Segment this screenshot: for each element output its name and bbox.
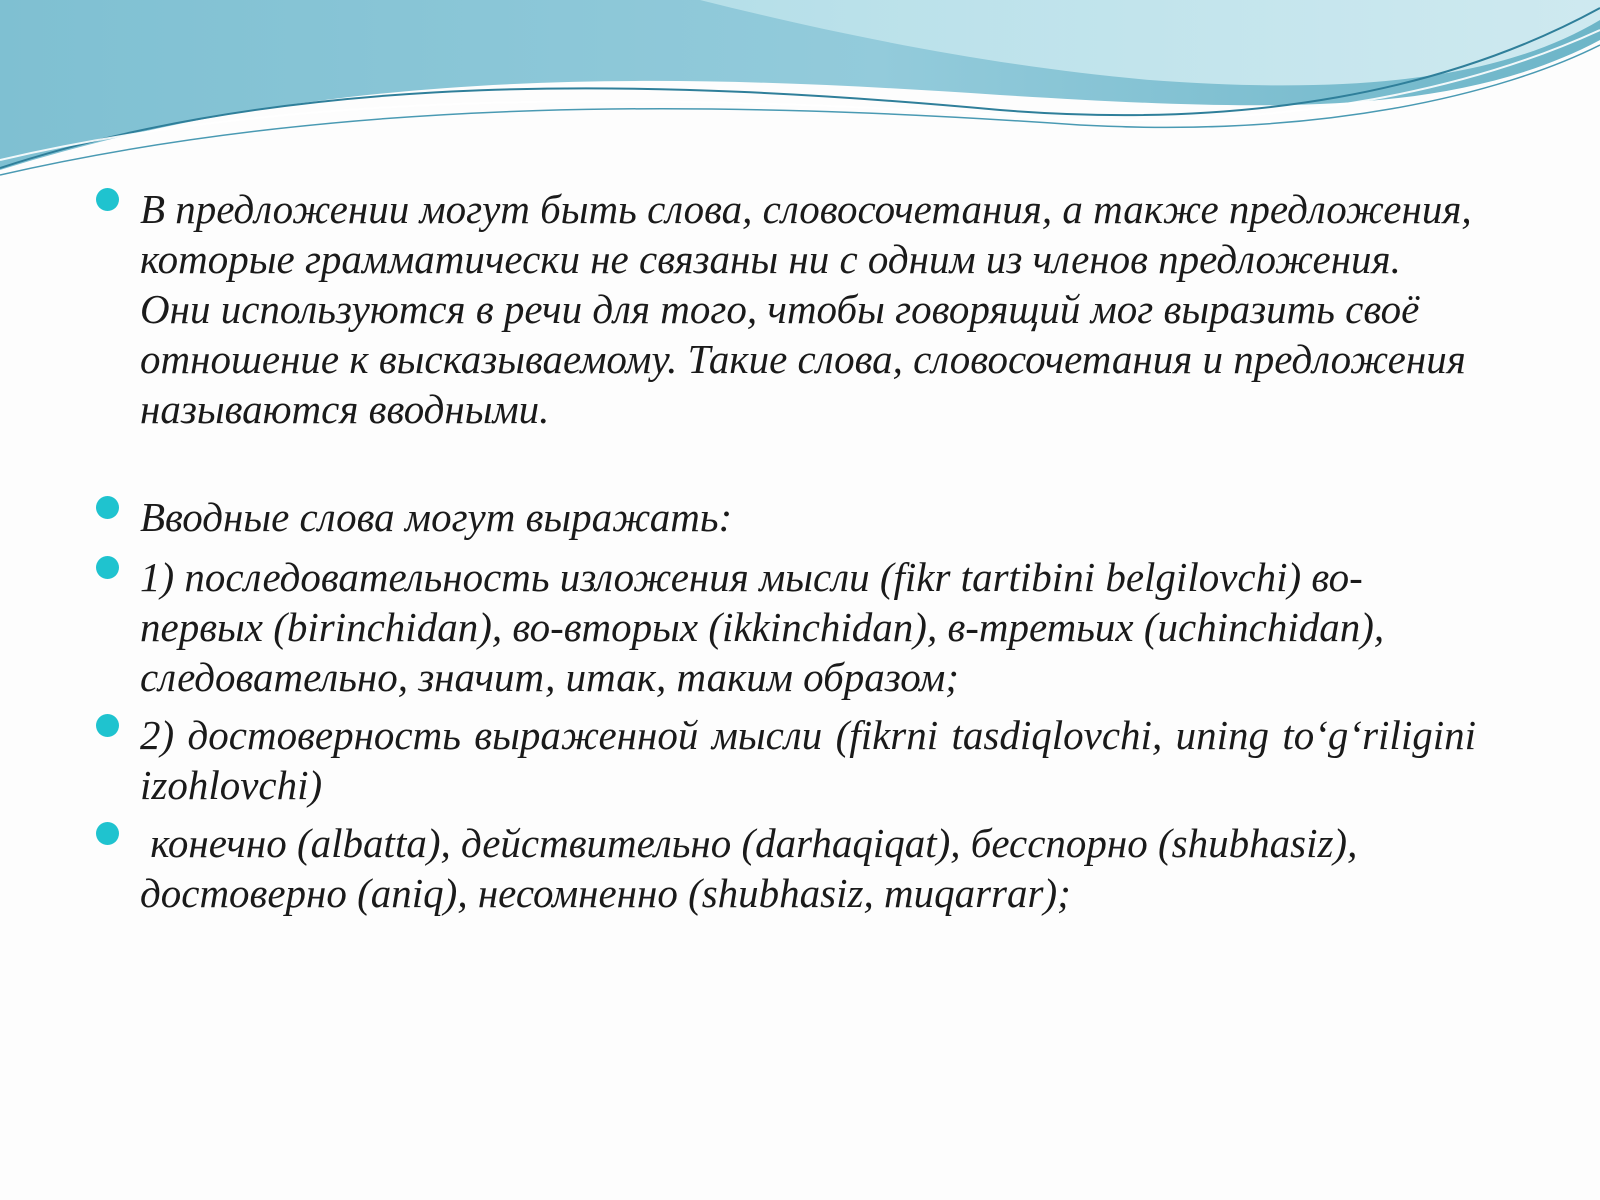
bullet-text: 1) последовательность изложения мысли (fikr tartibini belgilovchi) во-первых (birinchidan), во-вторых (ikkinchidan), в-третьих (uchinchidan), следовательно, значит, итак, таким образом;: [140, 554, 1385, 700]
list-item: [96, 710, 1476, 818]
bullet-dot-icon: [96, 822, 119, 845]
list-item: [96, 184, 1476, 492]
bullet-dot-icon: [96, 188, 119, 211]
bullet-text: Вводные слова могут выражать:: [140, 494, 733, 540]
bullet-list: [96, 184, 1476, 918]
bullet-text: 2) достоверность выраженной мысли (fikrni tasdiqlovchi, uning to‘g‘riligini izohlovchi): [140, 712, 1476, 808]
wave-header-decoration: [0, 0, 1600, 200]
bullet-dot-icon: [96, 556, 119, 579]
list-item: [96, 492, 1476, 552]
bullet-text: конечно (albatta), действительно (darhaqiqat), бесспорно (shubhasiz), достоверно (aniq), несомненно (shubhasiz, muqarrar);: [140, 820, 1368, 916]
bullet-dot-icon: [96, 496, 119, 519]
bullet-dot-icon: [96, 714, 119, 737]
list-item: [96, 818, 1476, 918]
bullet-text: В предложении могут быть слова, словосочетания, а также предложения, которые грамматически не связаны ни с одним из членов предложения. Они используются в речи для того, чтобы говорящий мог выразить своё отношение к высказываемому. Такие слова, словосочетания и предложения называются вводными.: [140, 186, 1472, 432]
list-item: [96, 552, 1476, 710]
